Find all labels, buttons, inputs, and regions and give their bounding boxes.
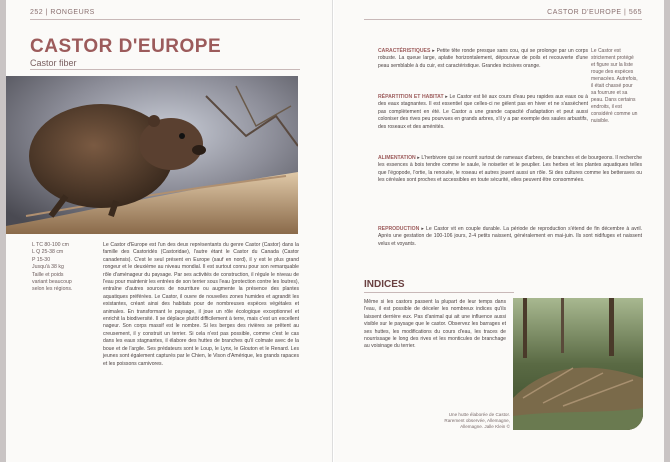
indices-rule <box>364 292 514 293</box>
header-rule-left <box>30 19 300 20</box>
header-rule-right <box>364 19 642 20</box>
section-text: Le Castor vit en couple durable. La période de reproduction s'étend de fin décembre à avril. Après une gestation de 100-106 jours, 2-4 petits naissent, généralement en mai-juin. Ils sont nidifuges et naissent velus et voyants. <box>378 226 642 247</box>
stat-line: L Q 25-38 cm <box>32 249 64 256</box>
section-label: RÉPARTITION ET HABITAT <box>378 94 444 100</box>
right-page-header: CASTOR D'EUROPE | 565 <box>547 9 642 16</box>
section-reproduction: REPRODUCTION ▸ Le Castor vit en couple durable. La période de reproduction s'étend de fin décembre à avril. Après une gestation de 100-106 jours, 2-4 petits naissent, généralement en mai-juin. Ils sont nidifuges et naissent velus et voyants. <box>378 226 642 247</box>
section-text: Petite tête ronde presque sans cou, qui se prolonge par un corps robuste. La queue large, aplatie horizontalement, dépourvue de poils et recouverte d'une peau semblable à du cuir, est caractéristique. Grandes incisives orange. <box>378 48 588 69</box>
intro-text: Le Castor d'Europe est l'un des deux représentants du genre Castor (Castor) dans la famille des Castoridés (Castoridae), l'autre étant le Castor du Canada (Castor canadensis). C'est le seul présent en Europe (sauf en nord), il y est le plus grand rongeur et le deuxième au niveau mondial. Il est surtout connu pour son remarquable rôle d'aménageur du paysage. Par ses activités de construction, il régule le niveau de l'eau pour maintenir les entrées de son terrier sous l'eau (protection contre les loutres), entraîne d'autres sources de nourriture ou augmente la présence des plantes aquatiques préférées. Le Castor, il ouvre de nouvelles zones humides et agrandit les existantes, créant ainsi des habitats pour de nombreuses espèces végétales et animales. En transformant le paysage, il joue un rôle écologique exceptionnel et enrichit la biodiversité. Il se déplace plutôt difficilement à terre, mais c'est un excellent nageur. Son corps massif est le nombre. Si les berges des rivières se prêtent au creusement, il y construit un terrier. Si cela n'est pas possible, comme c'est le cas dans les eaux stagnantes, il élabore des huttes de branches qu'il colmate avec de la boue et de l'argile. Ses prédateurs sont le Loup, le Lynx, le Glouton et le Renard. Les jeunes sont également capturés par le Chien, le Vison d'Amérique, les grands rapaces et les poissons carnivores. <box>103 242 299 367</box>
left-page-number: 252 <box>30 9 44 16</box>
beaver-lodge-photo <box>513 298 643 430</box>
section-label: CARACTÉRISTIQUES <box>378 48 431 54</box>
section-text: L'herbivore qui se nourrit surtout de rameaux d'arbres, de branches et de bourgeons. Il recherche les essences à bois tendre comme le saule, le noisetier et le peuplier. Les herbes et les plantes aquatiques telles que l'égopode, l'ortie, la renouée, le roseau et autres jouent aussi un rôle. Si des cultures comme les betteraves ou les céréales sont proches et accessibles en toute sécurité, elles peuvent être consommées. <box>378 155 643 184</box>
beaver-photo <box>6 76 298 234</box>
book-edge-right <box>664 0 670 462</box>
section-diet: ALIMENTATION ▸ L'herbivore qui se nourrit surtout de rameaux d'arbres, de branches et de bourgeons. Il recherche les essences à bois tendre comme le saule, le noisetier et le peuplier. Les herbes et les plantes aquatiques telles que l'égopode, l'ortie, la renouée, le roseau et autres jouent aussi un rôle. Si des cultures comme les betteraves ou les céréales sont proches et accessibles en toute sécurité, elles peuvent être consommées. <box>378 155 643 184</box>
stat-line: Taille et poids <box>32 271 64 278</box>
section-text: Le Castor est lié aux cours d'eau peu rapides aux eaux ou à des eaux stagnantes. Il est essentiel que celles-ci ne gèlent pas en hiver et ne s'assèchent pas complètement en été. Le Castor a une grande capacité d'adaptation et peut aussi coloniser des rives peu pourvues en grands arbres, s'il y a par exemple des saules arbustifs, des roseaux et des aménités. <box>378 94 589 130</box>
stat-line: L TC 80-100 cm <box>32 242 69 248</box>
right-running-title: CASTOR D'EUROPE <box>547 9 622 16</box>
section-characteristics: CARACTÉRISTIQUES ▸ Petite tête ronde presque sans cou, qui se prolonge par un corps robuste. La queue large, aplatie horizontalement, dépourvue de poils et recouverte d'une peau semblable à du cuir, est caractéristique. Grandes incisives orange. <box>378 48 588 69</box>
stat-line: Jusqu'à 38 kg <box>32 264 64 271</box>
indices-text: Même si les castors passent la plupart de leur temps dans l'eau, il est possible de déceler les nombreux indices qu'ils laissent derrière eux. Pas d'animal qui ait une influence aussi visible sur le paysage que le castor. Observez les barrages et ses huttes, les modifications du cours d'eau, les traces de nourrissage le long des rives et les monticules de branchage au voisinage du terrier. <box>364 299 506 350</box>
page-title: CASTOR D'EUROPE <box>30 36 222 57</box>
photo-caption: Une hutte élaborée de Castor. Rarement observée, Allemagne, Allemagne. Jalle Klein © <box>444 412 510 429</box>
stat-line: selon les régions. <box>32 286 73 293</box>
size-stats <box>32 242 92 294</box>
indices-heading: INDICES <box>364 279 405 290</box>
sidebar-note: Le Castor est strictement protégé et figure sur la liste rouge des espèces menacées. Autrefois, il était chassé pour sa fourrure et sa peau. Dans certains endroits, il est considéré comme un nuisible. <box>591 48 638 124</box>
title-rule <box>30 69 300 70</box>
section-distribution: RÉPARTITION ET HABITAT ▸ Le Castor est lié aux cours d'eau peu rapides aux eaux ou à des eaux stagnantes. Il est essentiel que celles-ci ne gèlent pas en hiver et ne s'assèchent pas complètement en été. Le Castor a une grande capacité d'adaptation et peut aussi coloniser des rives peu pourvues en grands arbres, s'il y a par exemple des saules arbustifs, des roseaux et des aménités. <box>378 94 589 130</box>
section-label: ALIMENTATION <box>378 155 416 161</box>
section-label: REPRODUCTION <box>378 226 420 232</box>
stat-line: P 15-30 <box>32 256 51 263</box>
stat-line: variant beaucoup <box>32 279 72 286</box>
right-page-number: 565 <box>628 9 642 16</box>
left-page-header: 252 | RONGEURS <box>30 9 95 16</box>
species-latin-name: Castor fiber <box>30 58 77 68</box>
left-running-title: RONGEURS <box>50 9 95 16</box>
